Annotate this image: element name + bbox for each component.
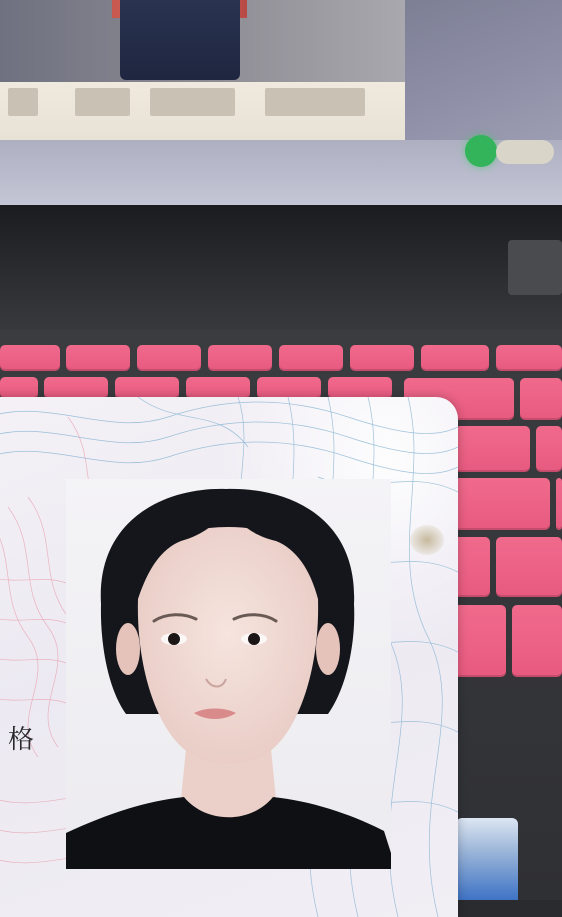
keyboard-key	[0, 345, 60, 371]
id-photo	[66, 479, 391, 869]
keyboard-key	[496, 537, 562, 597]
package-corner	[456, 818, 518, 900]
card-smudge	[410, 525, 444, 555]
keyboard-key	[186, 377, 250, 399]
keyboard-key	[496, 345, 562, 371]
keyboard-key	[328, 377, 392, 399]
keyboard-key	[115, 377, 179, 399]
keyboard-key	[44, 377, 108, 399]
id-card	[0, 397, 458, 917]
keyboard-key	[279, 345, 343, 371]
keyboard-key	[452, 605, 506, 677]
keyboard-key	[455, 426, 530, 472]
id-photo-portrait	[66, 479, 391, 869]
keyboard-key	[257, 377, 321, 399]
keyboard-key	[520, 378, 562, 420]
keyboard-key	[536, 426, 562, 472]
keyboard-key	[66, 345, 130, 371]
keyboard-key	[137, 345, 201, 371]
keyboard-key	[512, 605, 562, 677]
keyboard-key	[208, 345, 272, 371]
keyboard-key	[556, 478, 562, 530]
keyboard-key	[350, 345, 414, 371]
keyboard-key	[0, 377, 38, 399]
keyboard-key	[452, 478, 550, 530]
keyboard-key	[421, 345, 489, 371]
card-text-fragment: 格	[8, 725, 36, 755]
